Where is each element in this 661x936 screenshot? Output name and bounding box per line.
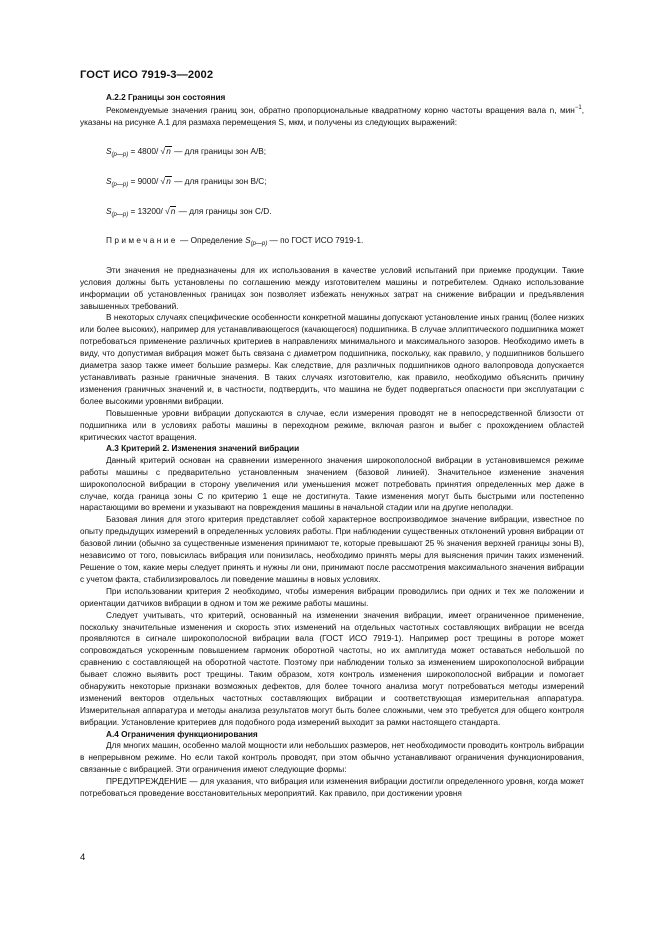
paragraph: Базовая линия для этого критерия представляет собой характерное воспроизводимое значение вибрации, известное по опыту предыдущих измерений в определенных условиях работы. При наблюдении существенных отклонений уровня вибрации от базовой линии (обычно за существенные изменения принимают те, которые превышают 25 % значения верхней границы зоны В), независимо от того, повысилась вибрация или понизилась, необходимо принять меры для выяснения причин таких изменений. Решение о том, какие меры следует принять и нужны ли они, принимают после рассмотрения максимального значения вибрации с учетом факта, стабилизировалось ли поведение машины в новых условиях. (80, 515, 584, 584)
formula-ab: $S_{(p—p)} = 4800/$ √n — для границы зон А/В; (106, 146, 267, 159)
formula-bc: $S_{(p—p)} = 9000/$ √n — для границы зон В/С; (106, 176, 267, 189)
section-heading-a4: А.4 Ограничения функционирования (106, 729, 258, 739)
paragraph: ПРЕДУПРЕЖДЕНИЕ — для указания, что вибрация или изменения вибрации достигли определенного уровня, когда может потребоваться проведение восстановительных мероприятий. Как правило, при достижении уровня (80, 776, 584, 798)
note: Примечание — Определение $S_{(p—p)}$ — по ГОСТ ИСО 7919-1. (106, 235, 364, 247)
paragraph: При использовании критерия 2 необходимо, чтобы измерения вибрации проводились при одних и тех же положении и ориентации датчиков вибрации в одном и том же режиме работы машины. (80, 586, 584, 608)
paragraph: Для многих машин, особенно малой мощности или небольших размеров, нет необходимости проводить контроль вибрации в непрерывном режиме. Но если такой контроль проводят, при этом обычно устанавливают ограничения функционирования, связанные с вибрацией. Эти ограничения имеют следующие формы: (80, 741, 584, 774)
paragraph: Следует учитывать, что критерий, основанный на изменении значения вибрации, имеет ограниченное применение, поскольку значительные изменения и скорость этих изменений на отдельных частотных составляющих вибрации не всегда проявляются в сигнале широкополосной вибрации вала (ГОСТ ИСО 7919-1). Например рост трещины в роторе может сопровождаться ускоренным повышением гармоник оборотной частоты, но их амплитуда может оставаться небольшой по сравнению с составляющей на оборотной частоте. Поэтому при наблюдении только за изменением широкополосной вибрации бывает сложно выявить рост трещины. Таким образом, хотя контроль изменения широкополосной вибрации и помогает обнаружить некоторые признаки возможных дефектов, для более точного анализа могут потребоваться методы измерений изменений векторов отдельных частотных составляющих вибрации и соответствующая измерительная аппаратура. Измерительная аппаратура и методы анализа результатов могут быть более сложными, чем это требуется для общего контроля вибрации. Установление критериев для подобного рода измерений выходит за рамки настоящего стандарта. (80, 610, 584, 727)
sqrt-symbol: √n (160, 146, 171, 157)
paragraph: Данный критерий основан на сравнении измеренного значения широкополосной вибрации в установившемся режиме работы машины с предварительно установленным значением (базовой линией). Значительное изменение значения широкополосной вибрации в сторону увеличения или уменьшения может потребовать принятия определенных мер даже в случае, когда граница зоны С по критерию 1 еще не достигнута. Такие изменения могут быть быстрыми или постепенно нарастающими во времени и указывают на повреждения машины в начальной стадии или на другие неполадки. (80, 455, 584, 513)
sqrt-symbol: √n (160, 176, 171, 187)
paragraph: В некоторых случаях специфические особенности конкретной машины допускают установление иных границ (более низких или более высоких), например для устанавливающегося (качающегося) подшипника. В случае эллиптического подшипника может потребоваться применение различных критериев в направлениях минимального и максимального зазоров. Необходимо иметь в виду, что допустимая вибрация может быть связана с диаметром подшипника, поскольку, как правило, у подшипников большего диаметра зазор также имеет большие размеры. Как следствие, для различных подшипников одного валопровода допускается устанавливать разные граничные значения. В таких случаях изготовителю, как правило, необходимо объяснить причину изменения граничных значений и, в частности, подтвердить, что машина не будет подвергаться опасности при эксплуатации с более высокими уровнями вибрации. (80, 313, 584, 406)
paragraph: Рекомендуемые значения границ зон, обратно пропорциональные квадратному корню частоты вращения вала n, мин$^{-1}$, указаны на рисунке А.1 для размаха перемещения S, мкм, и получены из следующих выражений: (80, 105, 584, 128)
paragraph: Эти значения не предназначены для их использования в качестве условий испытаний при приемке продукции. Такие условия должны быть установлены по соглашению между изготовителем машины и потребителем. Однако использование информации об установленных границах зон позволяет избежать ненужных затрат на снижение вибрации и предъявления завышенных требований. (80, 265, 584, 311)
section-heading-a22: А.2.2 Границы зон состояния (106, 93, 226, 102)
document-header: ГОСТ ИСО 7919-3—2002 (80, 69, 214, 81)
page-number: 4 (80, 852, 86, 863)
sqrt-symbol: √n (165, 206, 176, 217)
section-heading-a3: А.3 Критерий 2. Изменения значений вибрации (106, 444, 300, 454)
formula-cd: $S_{(p—p)} = 13200/$ √n — для границы зон С/D. (106, 206, 272, 219)
page-body (80, 92, 584, 800)
paragraph: Повышенные уровни вибрации допускаются в случае, если измерения проводят не в непосредственной близости от подшипника или в условиях работы машины в переходном режиме, включая разгон и выбег с прохождением областей критических частот вращения. (80, 408, 584, 442)
